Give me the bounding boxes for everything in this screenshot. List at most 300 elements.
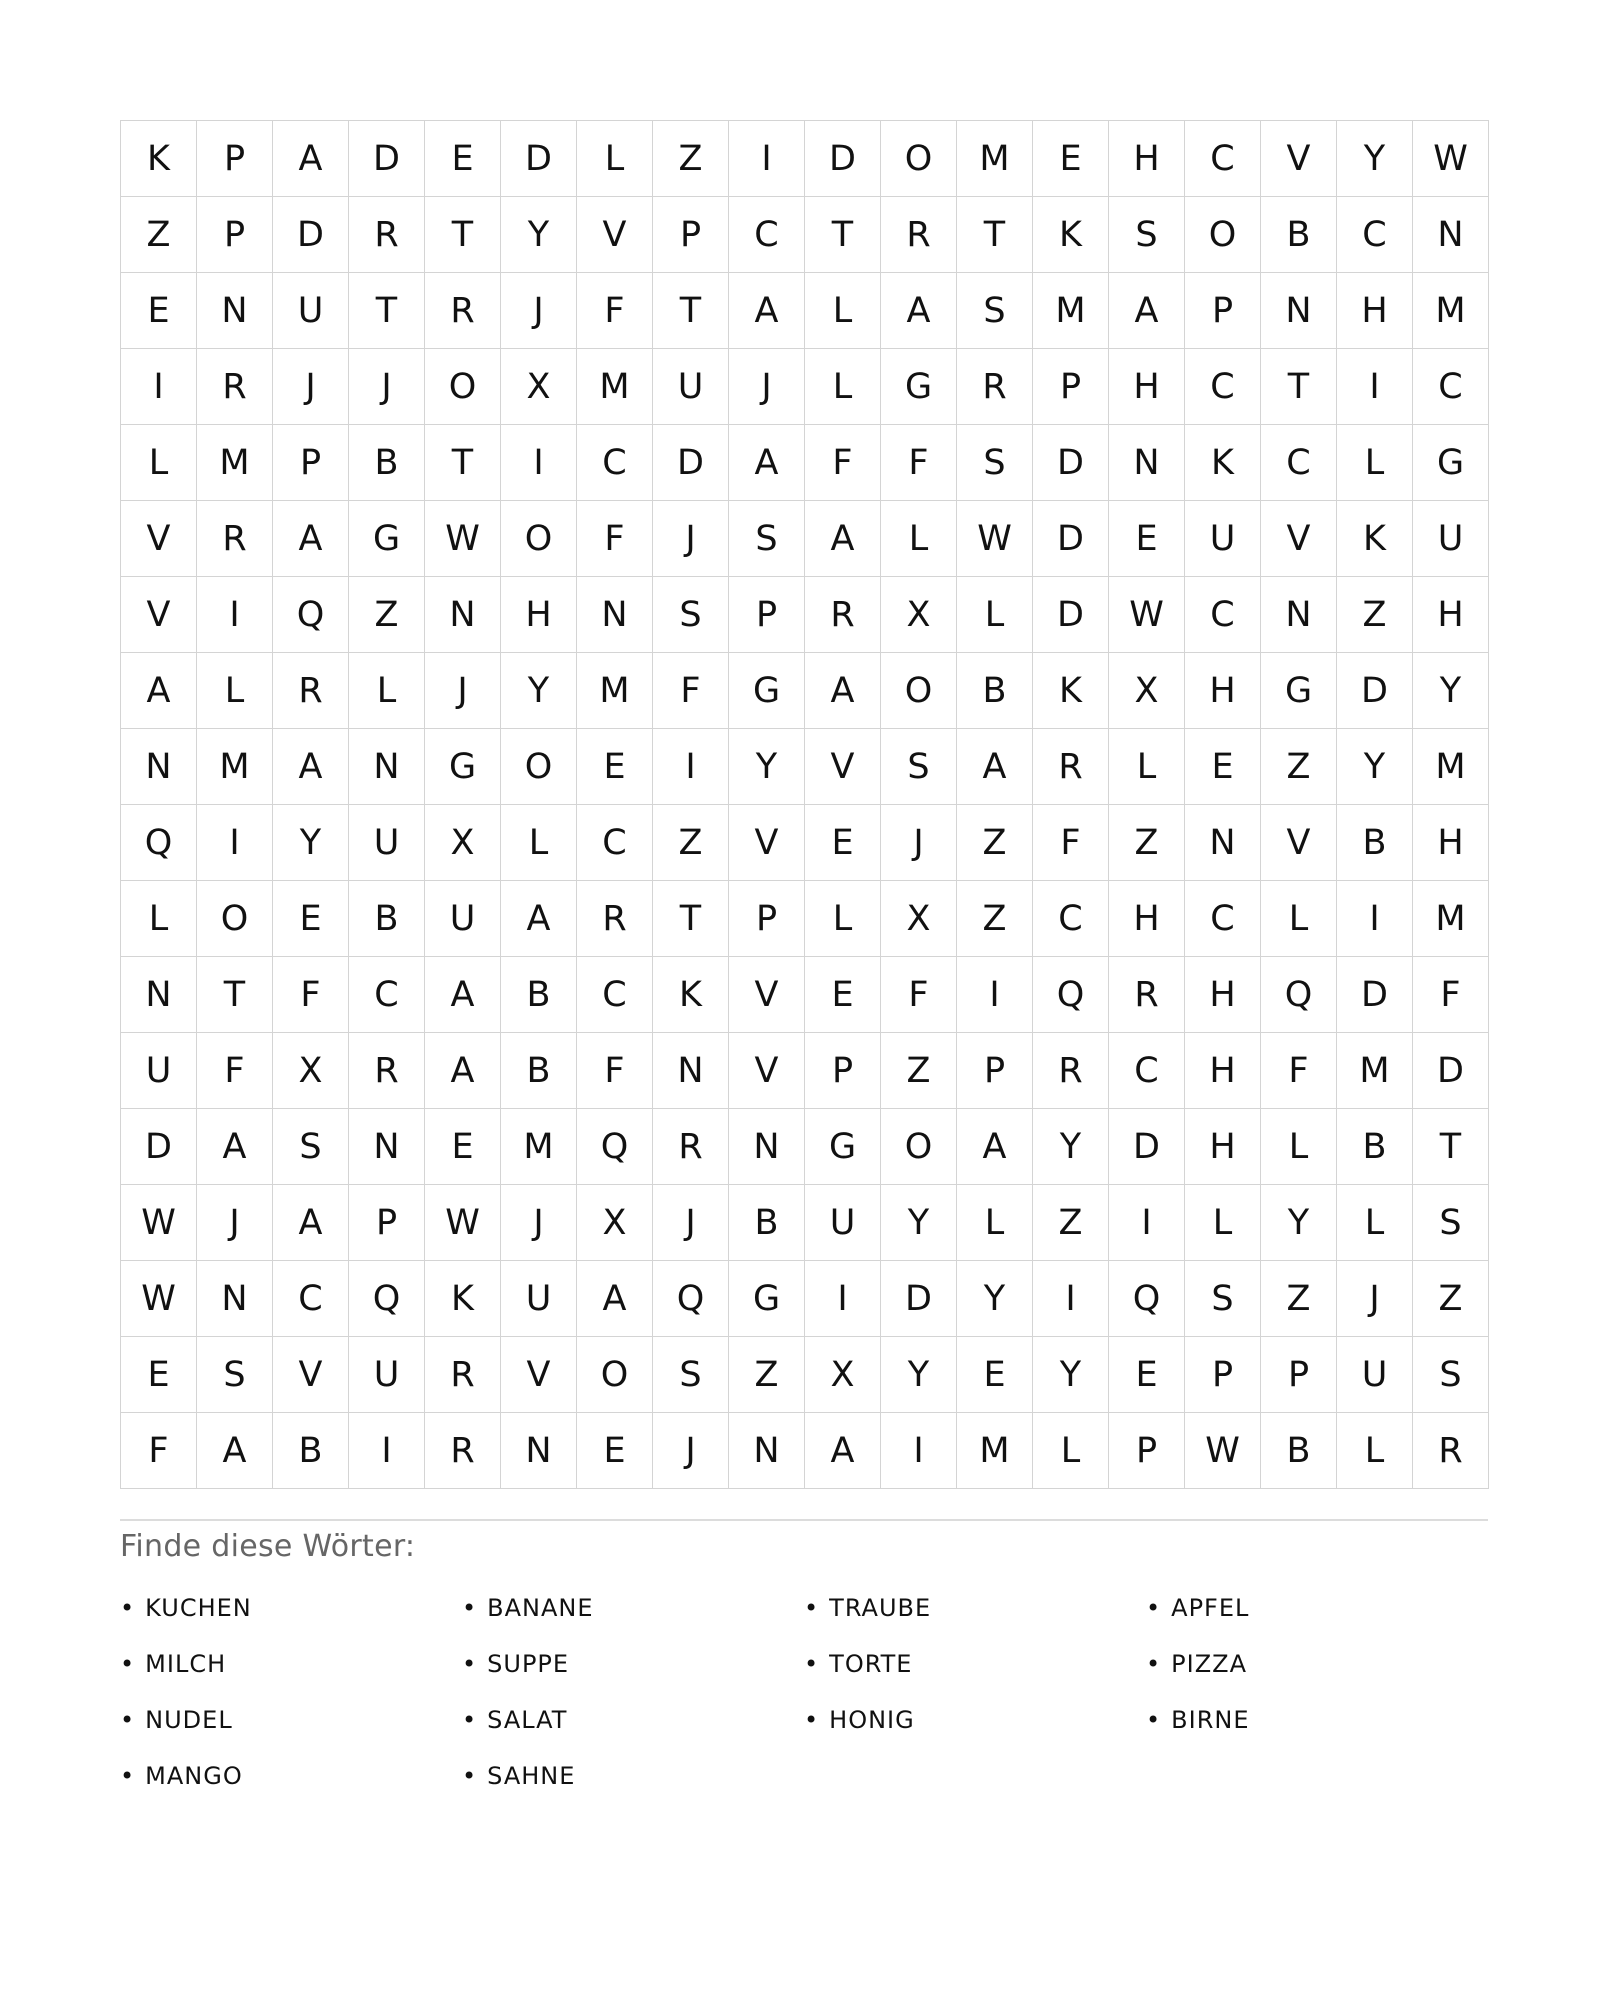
grid-cell[interactable]: O	[577, 1337, 653, 1413]
grid-cell[interactable]: Y	[1337, 121, 1413, 197]
grid-cell[interactable]: Z	[1337, 577, 1413, 653]
grid-cell[interactable]: E	[1033, 121, 1109, 197]
grid-cell[interactable]: Q	[121, 805, 197, 881]
grid-cell[interactable]: M	[577, 653, 653, 729]
grid-cell[interactable]: R	[653, 1109, 729, 1185]
grid-cell[interactable]: K	[425, 1261, 501, 1337]
grid-cell[interactable]: N	[121, 957, 197, 1033]
grid-cell[interactable]: J	[501, 273, 577, 349]
grid-cell[interactable]: B	[349, 881, 425, 957]
grid-cell[interactable]: R	[425, 1413, 501, 1489]
grid-cell[interactable]: C	[1109, 1033, 1185, 1109]
grid-cell[interactable]: L	[121, 881, 197, 957]
grid-cell[interactable]: E	[273, 881, 349, 957]
grid-cell[interactable]: R	[957, 349, 1033, 425]
grid-cell[interactable]: W	[1185, 1413, 1261, 1489]
grid-cell[interactable]: N	[121, 729, 197, 805]
grid-cell[interactable]: J	[349, 349, 425, 425]
grid-cell[interactable]: X	[273, 1033, 349, 1109]
grid-cell[interactable]: V	[501, 1337, 577, 1413]
grid-cell[interactable]: I	[1337, 349, 1413, 425]
grid-cell[interactable]: E	[805, 805, 881, 881]
grid-cell[interactable]: C	[577, 805, 653, 881]
grid-cell[interactable]: L	[805, 273, 881, 349]
grid-cell[interactable]: H	[1185, 957, 1261, 1033]
grid-cell[interactable]: I	[881, 1413, 957, 1489]
grid-cell[interactable]: P	[729, 577, 805, 653]
grid-cell[interactable]: L	[1033, 1413, 1109, 1489]
grid-cell[interactable]: C	[577, 425, 653, 501]
grid-cell[interactable]: G	[729, 1261, 805, 1337]
grid-cell[interactable]: B	[349, 425, 425, 501]
grid-cell[interactable]: S	[1109, 197, 1185, 273]
grid-cell[interactable]: Y	[1413, 653, 1489, 729]
grid-cell[interactable]: F	[273, 957, 349, 1033]
grid-cell[interactable]: Y	[501, 653, 577, 729]
grid-cell[interactable]: O	[881, 653, 957, 729]
grid-cell[interactable]: S	[273, 1109, 349, 1185]
grid-cell[interactable]: E	[1109, 501, 1185, 577]
grid-cell[interactable]: D	[1413, 1033, 1489, 1109]
grid-cell[interactable]: C	[349, 957, 425, 1033]
grid-cell[interactable]: Z	[957, 805, 1033, 881]
grid-cell[interactable]: E	[577, 729, 653, 805]
grid-cell[interactable]: S	[729, 501, 805, 577]
grid-cell[interactable]: F	[577, 1033, 653, 1109]
grid-cell[interactable]: Z	[653, 121, 729, 197]
grid-cell[interactable]: L	[957, 577, 1033, 653]
grid-cell[interactable]: C	[577, 957, 653, 1033]
grid-cell[interactable]: G	[1261, 653, 1337, 729]
grid-cell[interactable]: D	[1033, 501, 1109, 577]
grid-cell[interactable]: N	[349, 729, 425, 805]
grid-cell[interactable]: E	[425, 121, 501, 197]
grid-cell[interactable]: T	[653, 881, 729, 957]
grid-cell[interactable]: Y	[957, 1261, 1033, 1337]
grid-cell[interactable]: A	[273, 121, 349, 197]
grid-cell[interactable]: V	[1261, 501, 1337, 577]
grid-cell[interactable]: X	[501, 349, 577, 425]
grid-cell[interactable]: Z	[121, 197, 197, 273]
grid-cell[interactable]: Z	[349, 577, 425, 653]
grid-cell[interactable]: F	[121, 1413, 197, 1489]
grid-cell[interactable]: S	[197, 1337, 273, 1413]
grid-cell[interactable]: V	[121, 577, 197, 653]
grid-cell[interactable]: Z	[1413, 1261, 1489, 1337]
grid-cell[interactable]: D	[1337, 653, 1413, 729]
grid-cell[interactable]: S	[957, 425, 1033, 501]
grid-cell[interactable]: H	[1185, 653, 1261, 729]
grid-cell[interactable]: E	[121, 273, 197, 349]
grid-cell[interactable]: U	[805, 1185, 881, 1261]
grid-cell[interactable]: V	[729, 1033, 805, 1109]
grid-cell[interactable]: A	[805, 653, 881, 729]
grid-cell[interactable]: P	[957, 1033, 1033, 1109]
grid-cell[interactable]: P	[653, 197, 729, 273]
grid-cell[interactable]: J	[653, 1185, 729, 1261]
grid-cell[interactable]: R	[1033, 1033, 1109, 1109]
grid-cell[interactable]: P	[349, 1185, 425, 1261]
grid-cell[interactable]: Z	[1261, 729, 1337, 805]
grid-cell[interactable]: V	[805, 729, 881, 805]
grid-cell[interactable]: I	[653, 729, 729, 805]
grid-cell[interactable]: I	[1033, 1261, 1109, 1337]
grid-cell[interactable]: B	[273, 1413, 349, 1489]
grid-cell[interactable]: Z	[957, 881, 1033, 957]
grid-cell[interactable]: L	[349, 653, 425, 729]
grid-cell[interactable]: C	[1337, 197, 1413, 273]
grid-cell[interactable]: A	[805, 1413, 881, 1489]
grid-cell[interactable]: P	[197, 197, 273, 273]
grid-cell[interactable]: O	[881, 1109, 957, 1185]
grid-cell[interactable]: J	[501, 1185, 577, 1261]
grid-cell[interactable]: V	[729, 957, 805, 1033]
grid-cell[interactable]: M	[1413, 729, 1489, 805]
grid-cell[interactable]: U	[425, 881, 501, 957]
grid-cell[interactable]: X	[881, 577, 957, 653]
grid-cell[interactable]: I	[729, 121, 805, 197]
grid-cell[interactable]: I	[349, 1413, 425, 1489]
grid-cell[interactable]: I	[501, 425, 577, 501]
grid-cell[interactable]: L	[501, 805, 577, 881]
grid-cell[interactable]: N	[729, 1109, 805, 1185]
grid-cell[interactable]: D	[121, 1109, 197, 1185]
grid-cell[interactable]: D	[1337, 957, 1413, 1033]
grid-cell[interactable]: T	[1261, 349, 1337, 425]
grid-cell[interactable]: V	[1261, 121, 1337, 197]
grid-cell[interactable]: O	[501, 501, 577, 577]
grid-cell[interactable]: N	[197, 273, 273, 349]
grid-cell[interactable]: Q	[1033, 957, 1109, 1033]
grid-cell[interactable]: F	[805, 425, 881, 501]
grid-cell[interactable]: E	[1109, 1337, 1185, 1413]
grid-cell[interactable]: D	[501, 121, 577, 197]
grid-cell[interactable]: B	[729, 1185, 805, 1261]
grid-cell[interactable]: K	[653, 957, 729, 1033]
grid-cell[interactable]: C	[1185, 577, 1261, 653]
grid-cell[interactable]: B	[1261, 197, 1337, 273]
grid-cell[interactable]: S	[1413, 1185, 1489, 1261]
grid-cell[interactable]: N	[197, 1261, 273, 1337]
grid-cell[interactable]: U	[1185, 501, 1261, 577]
grid-cell[interactable]: L	[577, 121, 653, 197]
grid-cell[interactable]: H	[1413, 805, 1489, 881]
grid-cell[interactable]: T	[805, 197, 881, 273]
grid-cell[interactable]: Y	[1337, 729, 1413, 805]
grid-cell[interactable]: E	[1185, 729, 1261, 805]
grid-cell[interactable]: Z	[1033, 1185, 1109, 1261]
grid-cell[interactable]: H	[1109, 881, 1185, 957]
grid-cell[interactable]: J	[653, 501, 729, 577]
grid-cell[interactable]: Q	[653, 1261, 729, 1337]
grid-cell[interactable]: M	[1413, 881, 1489, 957]
grid-cell[interactable]: W	[425, 1185, 501, 1261]
grid-cell[interactable]: Y	[881, 1337, 957, 1413]
grid-cell[interactable]: I	[957, 957, 1033, 1033]
grid-cell[interactable]: M	[957, 1413, 1033, 1489]
grid-cell[interactable]: D	[1033, 577, 1109, 653]
grid-cell[interactable]: D	[1109, 1109, 1185, 1185]
grid-cell[interactable]: G	[881, 349, 957, 425]
grid-cell[interactable]: L	[197, 653, 273, 729]
grid-cell[interactable]: T	[425, 425, 501, 501]
grid-cell[interactable]: W	[1109, 577, 1185, 653]
grid-cell[interactable]: Q	[273, 577, 349, 653]
grid-cell[interactable]: A	[881, 273, 957, 349]
grid-cell[interactable]: S	[1413, 1337, 1489, 1413]
grid-cell[interactable]: Y	[501, 197, 577, 273]
grid-cell[interactable]: A	[577, 1261, 653, 1337]
grid-cell[interactable]: H	[1185, 1033, 1261, 1109]
grid-cell[interactable]: F	[577, 501, 653, 577]
grid-cell[interactable]: W	[121, 1185, 197, 1261]
grid-cell[interactable]: J	[729, 349, 805, 425]
grid-cell[interactable]: Z	[1109, 805, 1185, 881]
grid-cell[interactable]: E	[577, 1413, 653, 1489]
grid-cell[interactable]: F	[1033, 805, 1109, 881]
grid-cell[interactable]: I	[1337, 881, 1413, 957]
grid-cell[interactable]: G	[1413, 425, 1489, 501]
grid-cell[interactable]: J	[1337, 1261, 1413, 1337]
grid-cell[interactable]: Y	[1261, 1185, 1337, 1261]
grid-cell[interactable]: H	[1185, 1109, 1261, 1185]
grid-cell[interactable]: A	[729, 425, 805, 501]
grid-cell[interactable]: Q	[577, 1109, 653, 1185]
grid-cell[interactable]: A	[729, 273, 805, 349]
grid-cell[interactable]: K	[1033, 653, 1109, 729]
grid-cell[interactable]: U	[1413, 501, 1489, 577]
grid-cell[interactable]: L	[805, 349, 881, 425]
grid-cell[interactable]: L	[805, 881, 881, 957]
grid-cell[interactable]: V	[729, 805, 805, 881]
grid-cell[interactable]: V	[577, 197, 653, 273]
grid-cell[interactable]: U	[501, 1261, 577, 1337]
grid-cell[interactable]: B	[501, 957, 577, 1033]
grid-cell[interactable]: Y	[1033, 1109, 1109, 1185]
grid-cell[interactable]: A	[273, 501, 349, 577]
grid-cell[interactable]: W	[425, 501, 501, 577]
grid-cell[interactable]: O	[501, 729, 577, 805]
grid-cell[interactable]: D	[653, 425, 729, 501]
grid-cell[interactable]: I	[1109, 1185, 1185, 1261]
grid-cell[interactable]: M	[197, 425, 273, 501]
grid-cell[interactable]: R	[1033, 729, 1109, 805]
grid-cell[interactable]: X	[425, 805, 501, 881]
grid-cell[interactable]: V	[273, 1337, 349, 1413]
grid-cell[interactable]: L	[881, 501, 957, 577]
grid-cell[interactable]: G	[805, 1109, 881, 1185]
grid-cell[interactable]: A	[957, 1109, 1033, 1185]
grid-cell[interactable]: E	[957, 1337, 1033, 1413]
grid-cell[interactable]: P	[1109, 1413, 1185, 1489]
grid-cell[interactable]: R	[425, 1337, 501, 1413]
grid-cell[interactable]: H	[1109, 349, 1185, 425]
grid-cell[interactable]: L	[1109, 729, 1185, 805]
grid-cell[interactable]: W	[1413, 121, 1489, 197]
grid-cell[interactable]: T	[197, 957, 273, 1033]
grid-cell[interactable]: M	[577, 349, 653, 425]
grid-cell[interactable]: C	[1413, 349, 1489, 425]
grid-cell[interactable]: T	[349, 273, 425, 349]
grid-cell[interactable]: A	[197, 1413, 273, 1489]
grid-cell[interactable]: V	[1261, 805, 1337, 881]
grid-cell[interactable]: G	[425, 729, 501, 805]
grid-cell[interactable]: R	[349, 197, 425, 273]
grid-cell[interactable]: I	[805, 1261, 881, 1337]
grid-cell[interactable]: K	[121, 121, 197, 197]
grid-cell[interactable]: P	[1261, 1337, 1337, 1413]
grid-cell[interactable]: F	[197, 1033, 273, 1109]
grid-cell[interactable]: D	[1033, 425, 1109, 501]
grid-cell[interactable]: Q	[1109, 1261, 1185, 1337]
grid-cell[interactable]: R	[805, 577, 881, 653]
grid-cell[interactable]: G	[349, 501, 425, 577]
grid-cell[interactable]: Y	[729, 729, 805, 805]
grid-cell[interactable]: R	[1109, 957, 1185, 1033]
grid-cell[interactable]: Y	[881, 1185, 957, 1261]
grid-cell[interactable]: A	[805, 501, 881, 577]
grid-cell[interactable]: H	[1109, 121, 1185, 197]
grid-cell[interactable]: T	[653, 273, 729, 349]
grid-cell[interactable]: K	[1185, 425, 1261, 501]
grid-cell[interactable]: I	[197, 805, 273, 881]
grid-cell[interactable]: R	[349, 1033, 425, 1109]
grid-cell[interactable]: L	[121, 425, 197, 501]
grid-cell[interactable]: H	[1413, 577, 1489, 653]
grid-cell[interactable]: U	[1337, 1337, 1413, 1413]
grid-cell[interactable]: D	[349, 121, 425, 197]
grid-cell[interactable]: E	[121, 1337, 197, 1413]
grid-cell[interactable]: A	[957, 729, 1033, 805]
grid-cell[interactable]: R	[881, 197, 957, 273]
grid-cell[interactable]: L	[957, 1185, 1033, 1261]
grid-cell[interactable]: F	[1261, 1033, 1337, 1109]
grid-cell[interactable]: L	[1337, 425, 1413, 501]
grid-cell[interactable]: A	[425, 1033, 501, 1109]
grid-cell[interactable]: S	[653, 577, 729, 653]
grid-cell[interactable]: P	[805, 1033, 881, 1109]
grid-cell[interactable]: Z	[729, 1337, 805, 1413]
grid-cell[interactable]: P	[1185, 1337, 1261, 1413]
grid-cell[interactable]: N	[653, 1033, 729, 1109]
grid-cell[interactable]: M	[1337, 1033, 1413, 1109]
grid-cell[interactable]: F	[881, 425, 957, 501]
grid-cell[interactable]: K	[1337, 501, 1413, 577]
grid-cell[interactable]: A	[121, 653, 197, 729]
grid-cell[interactable]: R	[425, 273, 501, 349]
grid-cell[interactable]: O	[1185, 197, 1261, 273]
grid-cell[interactable]: N	[1413, 197, 1489, 273]
grid-cell[interactable]: O	[425, 349, 501, 425]
grid-cell[interactable]: C	[1185, 881, 1261, 957]
grid-cell[interactable]: U	[653, 349, 729, 425]
grid-cell[interactable]: F	[881, 957, 957, 1033]
grid-cell[interactable]: R	[577, 881, 653, 957]
grid-cell[interactable]: U	[349, 805, 425, 881]
grid-cell[interactable]: Z	[653, 805, 729, 881]
grid-cell[interactable]: L	[1337, 1185, 1413, 1261]
grid-cell[interactable]: P	[729, 881, 805, 957]
grid-cell[interactable]: P	[1033, 349, 1109, 425]
grid-cell[interactable]: J	[425, 653, 501, 729]
grid-cell[interactable]: P	[197, 121, 273, 197]
grid-cell[interactable]: R	[197, 349, 273, 425]
grid-cell[interactable]: I	[197, 577, 273, 653]
grid-cell[interactable]: L	[1185, 1185, 1261, 1261]
grid-cell[interactable]: N	[501, 1413, 577, 1489]
grid-cell[interactable]: B	[1337, 1109, 1413, 1185]
grid-cell[interactable]: Q	[349, 1261, 425, 1337]
grid-cell[interactable]: B	[1261, 1413, 1337, 1489]
grid-cell[interactable]: M	[1033, 273, 1109, 349]
grid-cell[interactable]: B	[1337, 805, 1413, 881]
grid-cell[interactable]: S	[1185, 1261, 1261, 1337]
grid-cell[interactable]: R	[197, 501, 273, 577]
grid-cell[interactable]: O	[881, 121, 957, 197]
grid-cell[interactable]: P	[1185, 273, 1261, 349]
grid-cell[interactable]: D	[881, 1261, 957, 1337]
grid-cell[interactable]: U	[349, 1337, 425, 1413]
grid-cell[interactable]: H	[501, 577, 577, 653]
grid-cell[interactable]: H	[1337, 273, 1413, 349]
grid-cell[interactable]: M	[1413, 273, 1489, 349]
grid-cell[interactable]: B	[501, 1033, 577, 1109]
grid-cell[interactable]: F	[1413, 957, 1489, 1033]
grid-cell[interactable]: B	[957, 653, 1033, 729]
grid-cell[interactable]: T	[1413, 1109, 1489, 1185]
grid-cell[interactable]: C	[273, 1261, 349, 1337]
grid-cell[interactable]: M	[501, 1109, 577, 1185]
grid-cell[interactable]: R	[1413, 1413, 1489, 1489]
grid-cell[interactable]: L	[1261, 1109, 1337, 1185]
grid-cell[interactable]: U	[121, 1033, 197, 1109]
grid-cell[interactable]: C	[729, 197, 805, 273]
grid-cell[interactable]: N	[1261, 273, 1337, 349]
grid-cell[interactable]: N	[729, 1413, 805, 1489]
grid-cell[interactable]: P	[273, 425, 349, 501]
grid-cell[interactable]: A	[273, 729, 349, 805]
grid-cell[interactable]: A	[273, 1185, 349, 1261]
grid-cell[interactable]: T	[425, 197, 501, 273]
grid-cell[interactable]: N	[425, 577, 501, 653]
grid-cell[interactable]: D	[273, 197, 349, 273]
grid-cell[interactable]: C	[1261, 425, 1337, 501]
grid-cell[interactable]: R	[273, 653, 349, 729]
grid-cell[interactable]: N	[1261, 577, 1337, 653]
grid-cell[interactable]: W	[957, 501, 1033, 577]
grid-cell[interactable]: V	[121, 501, 197, 577]
grid-cell[interactable]: N	[1185, 805, 1261, 881]
grid-cell[interactable]: A	[197, 1109, 273, 1185]
grid-cell[interactable]: F	[577, 273, 653, 349]
grid-cell[interactable]: C	[1185, 349, 1261, 425]
grid-cell[interactable]: X	[805, 1337, 881, 1413]
grid-cell[interactable]: X	[577, 1185, 653, 1261]
grid-cell[interactable]: K	[1033, 197, 1109, 273]
grid-cell[interactable]: Z	[1261, 1261, 1337, 1337]
grid-cell[interactable]: N	[577, 577, 653, 653]
grid-cell[interactable]: A	[1109, 273, 1185, 349]
grid-cell[interactable]: C	[1033, 881, 1109, 957]
grid-cell[interactable]: N	[349, 1109, 425, 1185]
grid-cell[interactable]: M	[957, 121, 1033, 197]
grid-cell[interactable]: X	[1109, 653, 1185, 729]
grid-cell[interactable]: U	[273, 273, 349, 349]
grid-cell[interactable]: E	[805, 957, 881, 1033]
grid-cell[interactable]: L	[1261, 881, 1337, 957]
grid-cell[interactable]: J	[653, 1413, 729, 1489]
grid-cell[interactable]: O	[197, 881, 273, 957]
